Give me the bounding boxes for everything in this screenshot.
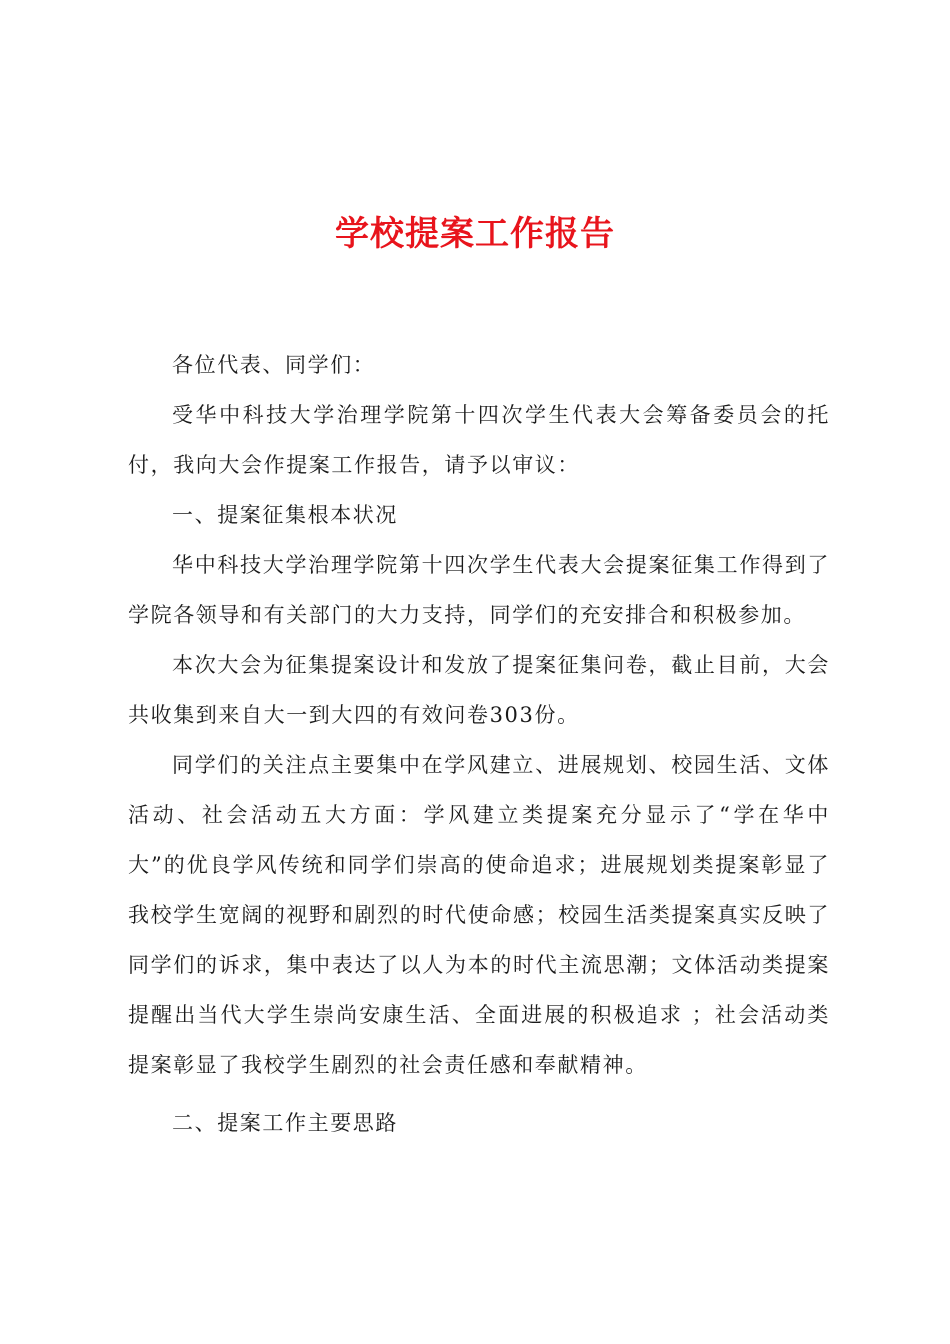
greeting: 各位代表、同学们： (172, 353, 376, 377)
paragraph-survey: 本次大会为征集提案设计和发放了提案征集问卷，截止目前，大会共收集到来自大一到大四的有效问卷303份。 (128, 653, 830, 727)
paragraph-intro: 受华中科技大学治理学院第十四次学生代表大会筹备委员会的托付，我向大会作提案工作报告，请予以审议： (128, 403, 830, 477)
document-title: 学校提案工作报告 (335, 214, 615, 254)
paragraph-focus: 同学们的关注点主要集中在学风建立、进展规划、校园生活、文体活动、社会活动五大方面：学风建立类提案充分显示了“学在华中大”的优良学风传统和同学们崇高的使命追求；进展规划类提案彰显了我校学生宽阔的视野和剧烈的时代使命感；校园生活类提案真实反映了同学们的诉求，集中表达了以人为本的时代主流思潮；文体活动类提案提醒出当代大学生崇尚安康生活、全面进展的积极追求 ；社会活动类提案彰显了我校学生剧烈的社会责任感和奉献精神。 (128, 753, 830, 1077)
paragraph-support: 华中科技大学治理学院第十四次学生代表大会提案征集工作得到了学院各领导和有关部门的大力支持，同学们的充安排合和积极参加。 (128, 553, 830, 627)
section-heading-1: 一、提案征集根本状况 (172, 503, 398, 527)
section-heading-2: 二、提案工作主要思路 (172, 1111, 398, 1135)
document-body (128, 340, 830, 1148)
